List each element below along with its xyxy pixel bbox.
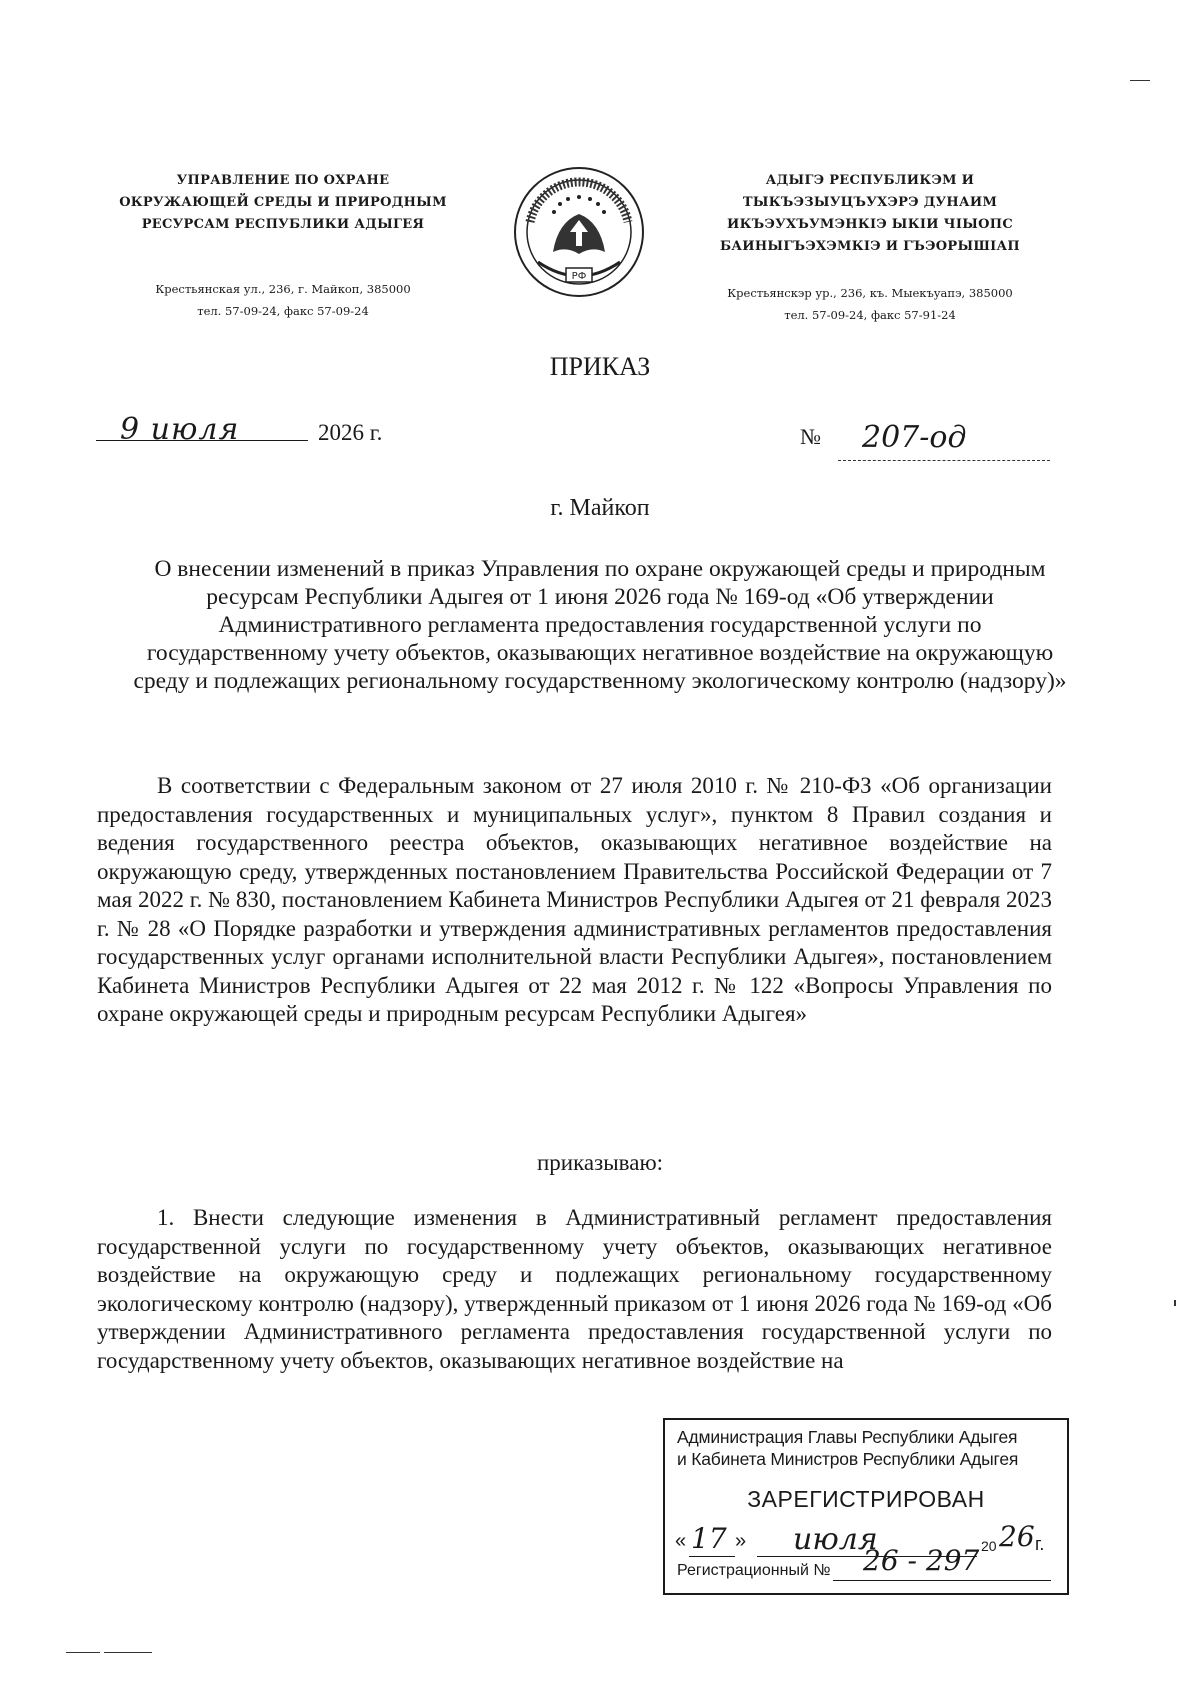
scan-speck — [1174, 1300, 1176, 1306]
order-year: 2026 г. — [318, 420, 383, 445]
order-number-handwritten: 207-од — [862, 420, 967, 455]
stamp-close-quote: » — [735, 1530, 747, 1552]
date-underline — [96, 440, 308, 441]
stamp-authority-line: Администрация Главы Республики Адыгея — [677, 1427, 1018, 1447]
stamp-registration-label: Регистрационный № — [677, 1562, 831, 1579]
order-subject: О внесении изменений в приказ Управления по охране окружающей среды и природным ресурсам Республики Адыгея от 1 июня 2026 года № 169-од «Об утверждении Административного регламента предоставления государственной услуги по государственному учету объектов, оказывающих негативное воздействие на окружающую среду и подлежащих региональному государственному экологическому контролю (надзору)» — [133, 556, 1067, 694]
right-phone-line: тел. 57-09-24, факс 57-91-24 — [784, 308, 956, 322]
stamp-year-suffix: г. — [1035, 1534, 1045, 1554]
left-org-line: ОКРУЖАЮЩЕЙ СРЕДЫ И ПРИРОДНЫМ — [119, 195, 447, 210]
stamp-registration-number: 26 - 297 — [863, 1544, 980, 1577]
number-underline — [838, 460, 1050, 461]
stamp-open-quote: « — [675, 1530, 687, 1552]
day-underline — [689, 1556, 735, 1557]
scan-speck — [104, 1652, 152, 1653]
coat-of-arms-emblem — [508, 162, 650, 302]
right-organization-name — [700, 170, 1040, 258]
preamble-paragraph: В соответствии с Федеральным законом от 27 июля 2010 г. № 210-ФЗ «Об организации предоставления государственных и муниципальных услуг», пунктом 8 Правил создания и ведения государственного реестра объектов, оказывающих негативное воздействие на окружающую среду, утвержденных постановлением Правительства Российской Федерации от 7 мая 2022 г. № 830, постановлением Кабинета Министров Республики Адыгея от 21 февраля 2023 г. № 28 «О Порядке разработки и утверждения административных регламентов предоставления государственных услуг органами исполнительной власти Республики Адыгея», постановлением Кабинета Министров Республики Адыгея от 22 мая 2012 г. № 122 «Вопросы Управления по охране окружающей среды и природным ресурсам Республики Адыгея» — [97, 773, 1052, 1026]
left-phone-line: тел. 57-09-24, факс 57-09-24 — [197, 304, 369, 318]
left-organization-name — [118, 170, 448, 236]
emblem-label: РФ — [571, 271, 587, 282]
order-date-handwritten: 9 июля — [120, 412, 240, 447]
left-org-line: УПРАВЛЕНИЕ ПО ОХРАНЕ — [176, 173, 390, 188]
right-org-line: ТЫКЪЭЗЫУЦЪУХЭРЭ ДУНАИМ — [742, 195, 998, 210]
stamp-year: 26 — [999, 1520, 1035, 1553]
scan-speck — [66, 1652, 100, 1653]
stamp-month: июля — [793, 1522, 878, 1557]
left-org-line: РЕСУРСАМ РЕСПУБЛИКИ АДЫГЕЯ — [141, 217, 425, 232]
item-1-paragraph: 1. Внести следующие изменения в Административный регламент предоставления государственной услуги по государственному учету объектов, оказывающих негативное воздействие на окружающую среду и подлежащих региональному государственному экологическому контролю (надзору), утвержденный приказом от 1 июня 2026 года № 169-од «Об утверждении Административного регламента предоставления государственной услуги по государственному учету объектов, оказывающих негативное воздействие на — [97, 1205, 1052, 1373]
stamp-day: 17 — [691, 1522, 727, 1555]
right-org-line: ИКЪЭУХЪУМЭНКIЭ ЫКIИ ЧIЫОПС — [727, 217, 1013, 232]
right-org-line: АДЫГЭ РЕСПУБЛИКЭМ И — [765, 173, 975, 188]
order-number-sign: № — [800, 424, 821, 449]
order-title: ПРИКАЗ — [549, 352, 651, 381]
right-organization-address — [700, 282, 1040, 326]
left-address-line: Крестьянская ул., 236, г. Майкоп, 385000 — [155, 282, 411, 296]
right-address-line: Крестьянскэр ур., 236, къ. Мыекъуапэ, 385000 — [727, 286, 1013, 300]
left-organization-address — [118, 278, 448, 322]
scan-speck — [1130, 80, 1150, 81]
stamp-registered-label: ЗАРЕГИСТРИРОВАН — [747, 1486, 985, 1512]
registration-stamp — [663, 1418, 1069, 1595]
decree-word: приказываю: — [536, 1150, 664, 1175]
city-name: г. Майкоп — [550, 495, 650, 521]
registration-underline — [833, 1580, 1051, 1581]
stamp-authority-line: и Кабинета Министров Республики Адыгея — [677, 1449, 1019, 1469]
stamp-year-prefix: 20 — [981, 1538, 997, 1554]
right-org-line: БАИНЫГЪЭХЭМКIЭ И ГЪЭОРЫШIАП — [719, 239, 1021, 254]
